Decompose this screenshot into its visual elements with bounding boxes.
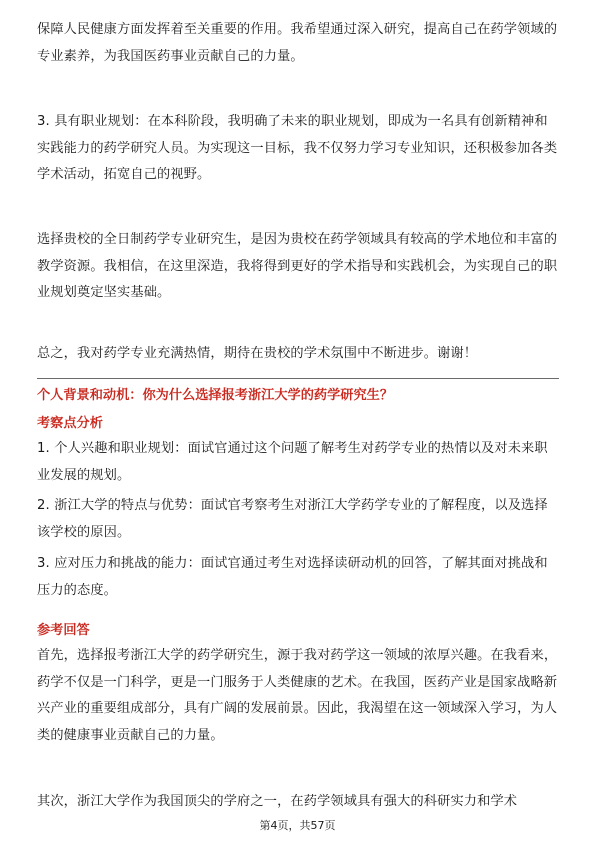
paragraph-conclusion: 总之，我对药学专业充满热情，期待在贵校的学术氛围中不断进步。谢谢！ xyxy=(37,346,478,361)
paragraph-health-role: 保障人民健康方面发挥着至关重要的作用。我希望通过深入研究，提高自己在药学领域的专业素养，为我国医药事业贡献自己的力量。 xyxy=(37,22,558,64)
analysis-item-2: 2. 浙江大学的特点与优势：面试官考察考生对浙江大学药学专业的了解程度，以及选择该学校的原因。 xyxy=(37,498,548,540)
analysis-heading: 考察点分析 xyxy=(37,416,103,431)
answer-heading: 参考回答 xyxy=(37,623,90,638)
analysis-item-1: 1. 个人兴趣和职业规划：面试官通过这个问题了解考生对药学专业的热情以及对未来职业发展的规划。 xyxy=(37,441,548,483)
section-divider xyxy=(37,378,559,379)
page-number-footer: 第4页，共57页 xyxy=(259,819,336,832)
answer-paragraph-2: 其次，浙江大学作为我国顶尖的学府之一，在药学领域具有强大的科研实力和学术 xyxy=(37,794,518,809)
paragraph-career-plan: 3. 具有职业规划：在本科阶段，我明确了未来的职业规划，即成为一名具有创新精神和实践能力的药学研究人员。为实现这一目标，我不仅努力学习专业知识，还积极参加各类学术活动，拓宽自己的视野。 xyxy=(37,114,558,182)
paragraph-school-choice: 选择贵校的全日制药学专业研究生，是因为贵校在药学领域具有较高的学术地位和丰富的教学资源。我相信，在这里深造，我将得到更好的学术指导和实践机会，为实现自己的职业规划奠定坚实基础。 xyxy=(37,232,558,300)
analysis-item-3: 3. 应对压力和挑战的能力：面试官通过考生对选择读研动机的回答，了解其面对挑战和压力的态度。 xyxy=(37,556,548,598)
answer-paragraph-1: 首先，选择报考浙江大学的药学研究生，源于我对药学这一领域的浓厚兴趣。在我看来，药学不仅是一门科学，更是一门服务于人类健康的艺术。在我国，医药产业是国家战略新兴产业的重要组成部分，具有广阔的发展前景。因此，我渴望在这一领域深入学习，为人类的健康事业贡献自己的力量。 xyxy=(37,648,558,743)
question-title: 个人背景和动机：你为什么选择报考浙江大学的药学研究生？ xyxy=(37,388,394,403)
